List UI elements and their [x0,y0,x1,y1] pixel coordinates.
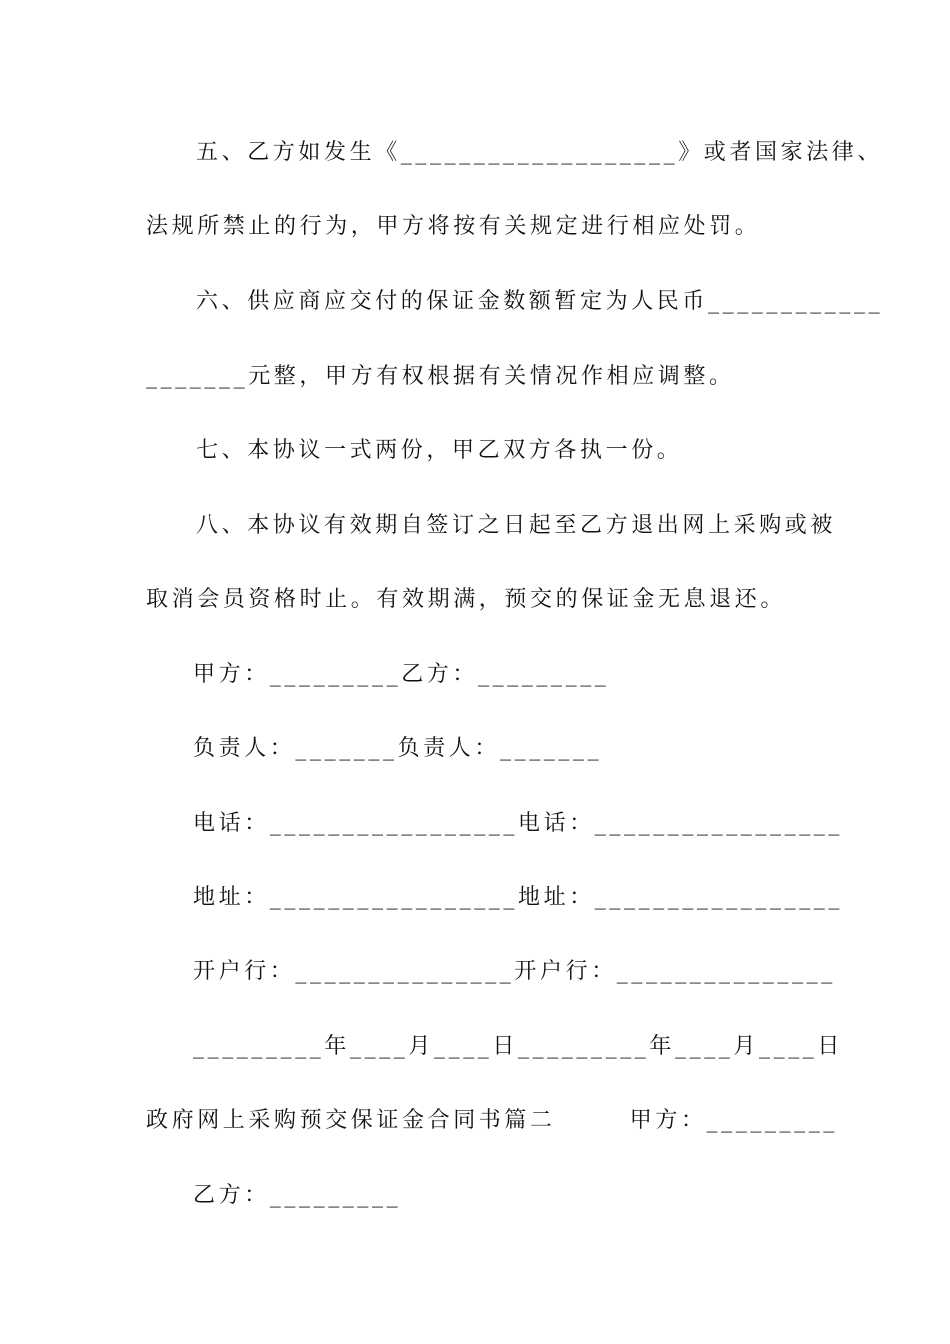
clause-5-line-1: 五、乙方如发生《___________________》或者国家法律、 [196,140,884,165]
address-line: 地址：_________________地址：_________________ [193,885,844,910]
party-line: 甲方：_________乙方：_________ [193,662,610,687]
date-line: _________年____月____日_________年____月____日 [193,1034,844,1059]
bank-line: 开户行：_______________开户行：_______________ [193,959,836,984]
party-b-line: 乙方：_________ [193,1183,402,1208]
clause-6-line-1: 六、供应商应交付的保证金数额暂定为人民币____________ [196,289,884,314]
section-2-heading-line: 政府网上采购预交保证金合同书篇二 甲方：_________ [146,1108,838,1133]
clause-7: 七、本协议一式两份，甲乙双方各执一份。 [196,438,683,463]
responsible-person-line: 负责人：_______负责人：_______ [193,736,603,761]
phone-line: 电话：_________________电话：_________________ [193,811,844,836]
clause-5-line-2: 法规所禁止的行为，甲方将按有关规定进行相应处罚。 [146,214,761,239]
clause-6-line-2: _______元整，甲方有权根据有关情况作相应调整。 [146,364,735,389]
clause-8-line-2: 取消会员资格时止。有效期满，预交的保证金无息退还。 [146,587,787,612]
clause-8-line-1: 八、本协议有效期自签订之日起至乙方退出网上采购或被 [196,513,837,538]
